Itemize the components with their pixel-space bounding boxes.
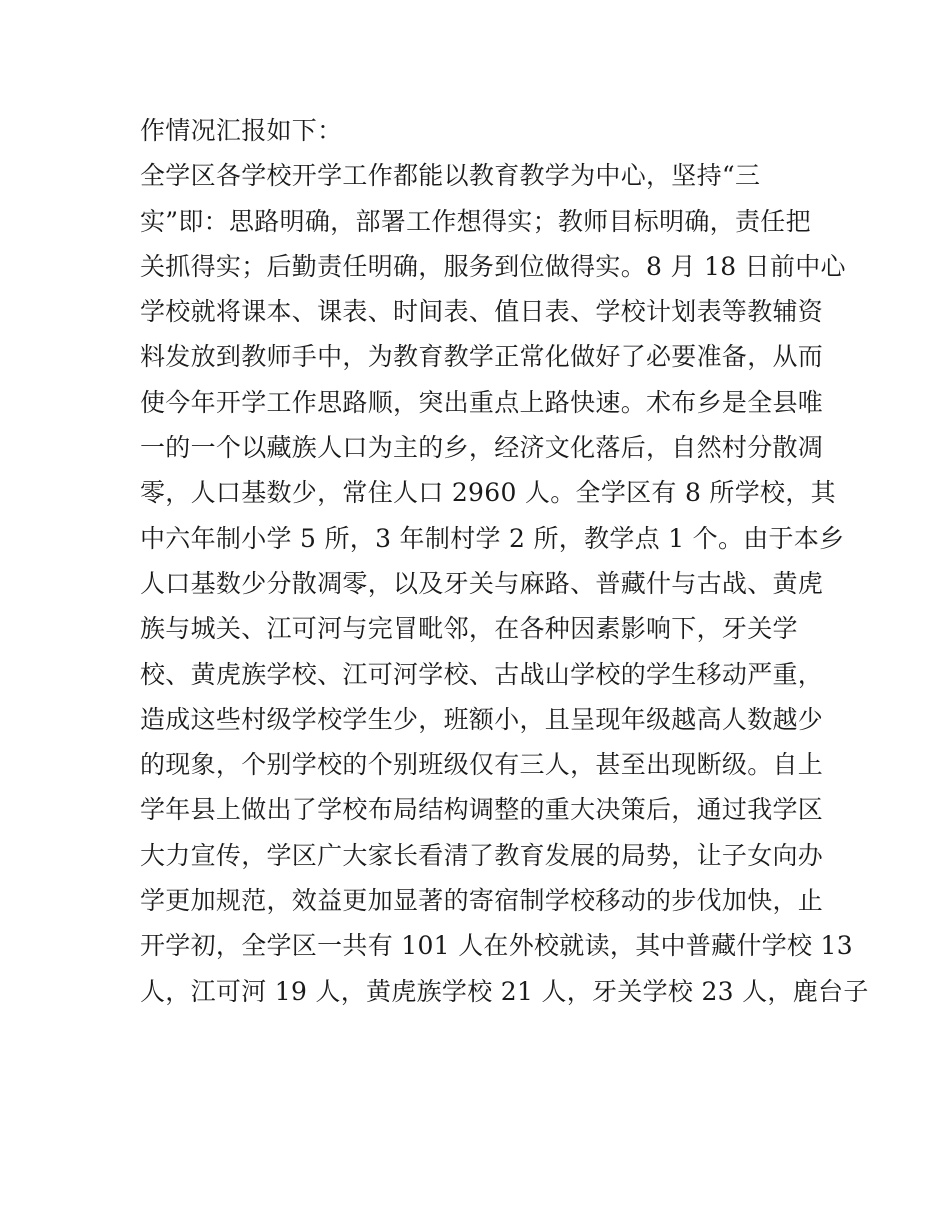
text-line: 使今年开学工作思路顺，突出重点上路快速。术布乡是全县唯 <box>140 387 824 417</box>
text-line: 实”即：思路明确，部署工作想得实；教师目标明确，责任把 <box>140 206 811 236</box>
text-line: 人口基数少分散凋零，以及牙关与麻路、普藏什与古战、黄虎 <box>140 568 824 598</box>
body-text <box>140 108 869 1014</box>
text-line: 全学区各学校开学工作都能以教育教学为中心，坚持“三 <box>140 161 761 191</box>
text-line: 学年县上做出了学校布局结构调整的重大决策后，通过我学区 <box>140 795 824 825</box>
text-line: 零，人口基数少，常住人口 2960 人。全学区有 8 所学校，其 <box>140 478 836 508</box>
text-line: 学校就将课本、课表、时间表、值日表、学校计划表等教辅资 <box>140 297 824 327</box>
text-line: 学更加规范，效益更加显著的寄宿制学校移动的步伐加快，止 <box>140 886 824 916</box>
text-line: 一的一个以藏族人口为主的乡，经济文化落后，自然村分散凋 <box>140 433 824 463</box>
text-line: 族与城关、江可河与完冒毗邻，在各种因素影响下，牙关学 <box>140 614 798 644</box>
text-line: 造成这些村级学校学生少，班额小，且呈现年级越高人数越少 <box>140 704 824 734</box>
text-line: 的现象，个别学校的个别班级仅有三人，甚至出现断级。自上 <box>140 750 824 780</box>
text-line: 料发放到教师手中，为教育教学正常化做好了必要准备，从而 <box>140 342 824 372</box>
text-line: 大力宣传，学区广大家长看清了教育发展的局势，让子女向办 <box>140 840 824 870</box>
text-line: 开学初，全学区一共有 101 人在外校就读，其中普藏什学校 13 <box>140 931 853 961</box>
text-line: 校、黄虎族学校、江可河学校、古战山学校的学生移动严重， <box>140 659 824 689</box>
text-line: 作情况汇报如下： <box>140 116 343 145</box>
text-line: 人，江可河 19 人，黄虎族学校 21 人，牙关学校 23 人，鹿台子 <box>140 976 869 1006</box>
text-line: 中六年制小学 5 所，3 年制村学 2 所，教学点 1 个。由于本乡 <box>140 523 845 553</box>
text-line: 关抓得实；后勤责任明确，服务到位做得实。8 月 18 日前中心 <box>140 251 846 281</box>
